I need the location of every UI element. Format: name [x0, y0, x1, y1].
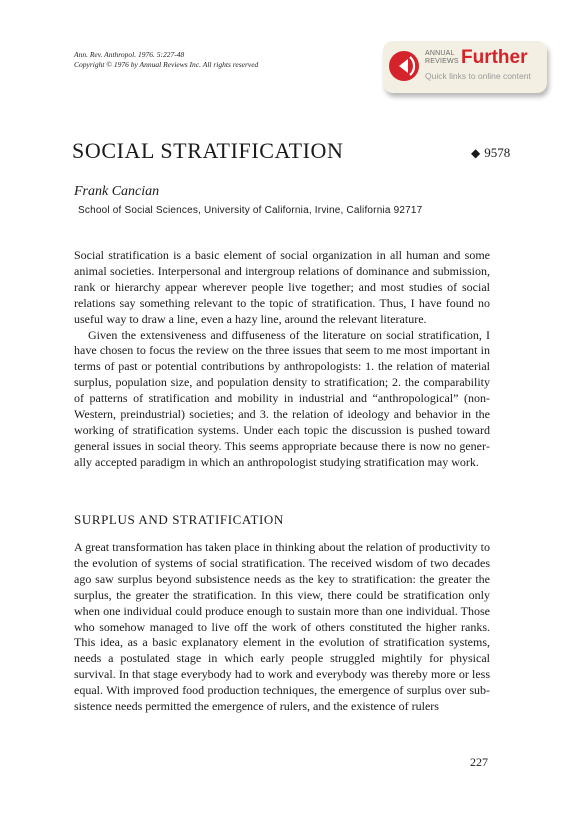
diamond-icon: ◆ [471, 146, 481, 160]
paragraph: A great transformation has taken place in thinking about the relation of productivity to the evolution of systems of social stratification. The received wisdom of two decades ago saw surplus beyond subsistence needs as the key to stratification: the greater the surplus, the greater the stratification. In this view, there could be stratification only when one individual could produce enough to sustain more than one individual. Those who somehow managed to live off the work of others constituted the higher ranks. This idea, as a basic explanatory element in the evolution of stratification systems, needs a postulated stage in which early people struggled mightily for physical survival. In that stage everybody had to work and everybody was thereby more or less equal. With improved food production techniques, the emergence of surplus over subsistence needs permitted the emergence of rulers, and the existence of rulers [74, 540, 490, 714]
citation-line-2: Copyright © 1976 by Annual Reviews Inc. All rights reserved [74, 60, 259, 69]
surplus-section [74, 540, 490, 715]
author-affiliation: School of Social Sciences, University of California, Irvine, California 92717 [78, 205, 423, 216]
badge-annual-label: ANNUAL [425, 50, 455, 57]
paragraph: Social stratification is a basic element of social organization in all human and some animal societies. Interpersonal and intergroup relations of dominance and submission, rank or hierarchy appear wherever people live together; and most studies of social relations say something relevant to the topic of stratification. Thus, I have found no useful way to draw a line, even a hazy line, around the relevant literature. [74, 248, 490, 326]
left-arrow-circle-icon [389, 51, 419, 81]
further-badge[interactable] [383, 41, 547, 93]
badge-reviews-label: REVIEWS [425, 58, 459, 65]
article-code-number: 9578 [484, 145, 511, 160]
citation-line-1: Ann. Rev. Anthropol. 1976. 5:227-48 [74, 50, 185, 59]
article-title: SOCIAL STRATIFICATION [72, 138, 344, 163]
paragraph: Given the extensiveness and diffuseness of the literature on social stratification, I have chosen to focus the review on the three issues that seem to me most important in terms of past or potential contributions by anthropologists: 1. the relation of material surplus, population size, and population density to stratification; 2. the comparability of patterns of stratification and mobility in industrial and “anthropological” (non-Western, preindustrial) societies; and 3. the relation of ideology and behavior in the working of stratification systems. Under each topic the discussion is pushed toward general issues in social theory. This seems appropriate because there is now no generally accepted paradigm in which an anthropologist studying stratification may work. [74, 327, 490, 469]
article-code [471, 145, 510, 161]
author-name: Frank Cancian [74, 184, 160, 199]
intro-section [74, 248, 490, 471]
badge-subtitle: Quick links to online content [425, 71, 531, 81]
citation-header [74, 50, 258, 70]
badge-further-label: Further [461, 47, 528, 68]
page-number: 227 [470, 755, 488, 769]
section-heading: SURPLUS AND STRATIFICATION [74, 512, 284, 527]
